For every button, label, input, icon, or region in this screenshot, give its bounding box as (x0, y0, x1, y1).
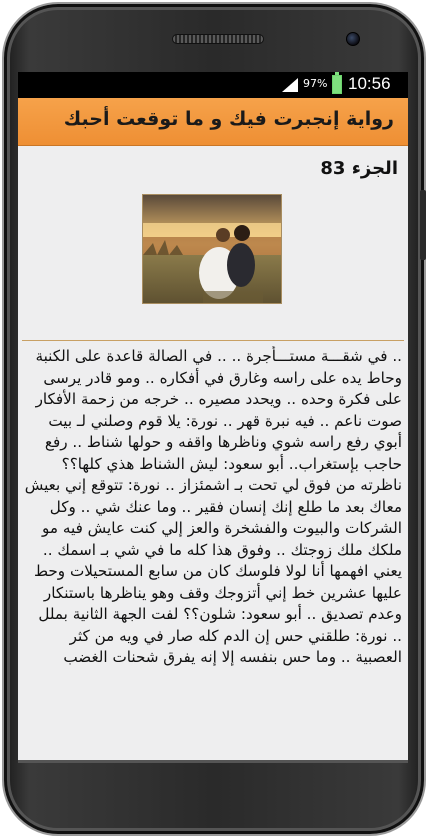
app-bar (18, 98, 408, 146)
battery-percent: 97% (303, 77, 328, 90)
front-camera-icon (346, 32, 360, 46)
screen (18, 72, 408, 760)
couple-photo (142, 194, 282, 304)
couple-photo-illustration (143, 195, 282, 304)
clock: 10:56 (348, 74, 391, 93)
reader-content[interactable] (18, 146, 408, 760)
story-text: .. في شقـــة مستـــأجرة .. .. في الصالة قاعدة على الكنبة وحاط يده على راسه وغارق في أفكاره .. ومو قادر يرسى على فكرة وحده .. ويحدد مصيره .. خرجه من زحمة الأفكار صوت ناعم .. فيه نبرة قهر .. نورة: يلا قوم وصلني لـ بيت أبوي رفع راسه شوي وناظرها واقفه و حولها شناط .. رفع حاجب بإستغراب.. أبو سعود: ليش الشناط هذي كلها؟؟ ناظرته من فوق لي تحت بـ اشمئزاز .. نورة: تتوقع إني بعيش معاك بعد ما طلع إنك إنسان فقير .. وما عنك شي .. وكل الشركات والبيوت والفشخرة والعز إلي كنت عايش فيه مو ملكك ملك زوجتك .. وفوق هذا كله ما في شي بـ اسمك .. يعني افهمها أنا لولا فلوسك كان من سابع المستحيلات وحط عليها عشرين خط إني أتزوجك وقف وهو يناظرها باستنكار وعدم تصديق .. أبو سعود: شلون؟؟ لفت الجهة الثانية بملل .. نورة: طلقني حس إن الدم كله صار في ويه من كثر العصبية .. وما حس بنفسه إلا إنه يفرق شحنات الغضب (24, 347, 402, 666)
signal-icon (282, 78, 298, 92)
content-divider (22, 340, 404, 341)
speaker-grille (172, 34, 264, 44)
chapter-heading: الجزء 83 (320, 158, 398, 179)
app-title: رواية إنجبرت فيك و ما توقعت أحبك (63, 108, 394, 130)
status-bar (18, 72, 408, 98)
side-button[interactable] (420, 190, 426, 260)
battery-icon (332, 75, 342, 94)
screen-bottom-edge (18, 760, 408, 763)
